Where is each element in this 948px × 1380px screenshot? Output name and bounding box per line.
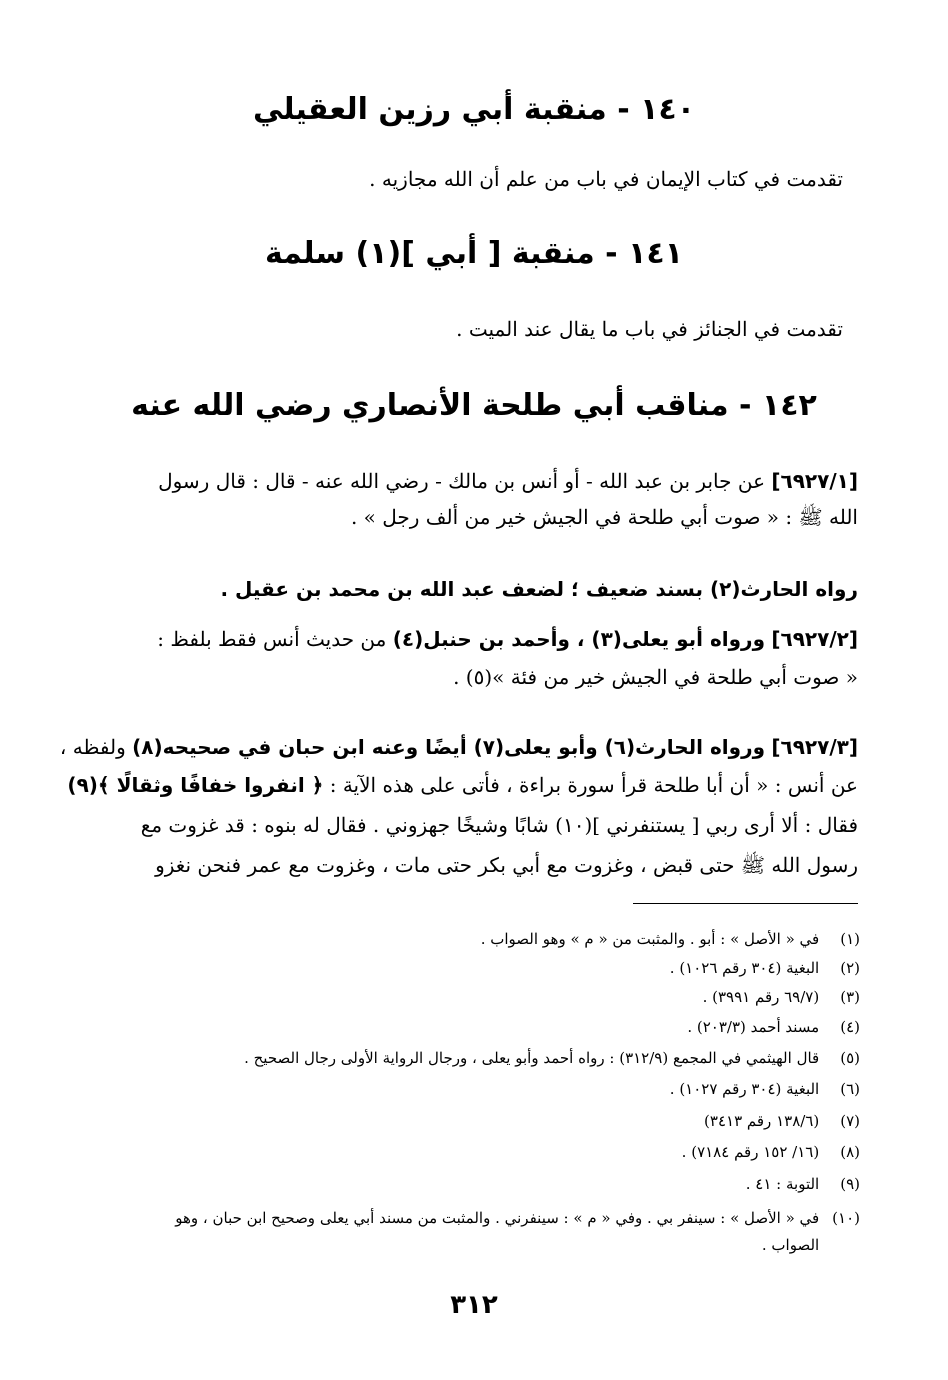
footnote-10 — [80, 1207, 860, 1229]
footnote-number: (٦) — [840, 1080, 860, 1098]
hadith-1-line-1 — [88, 464, 858, 498]
hadith-3-line-4: رسول الله ﷺ حتى قبض ، وغزوت مع أبي بكر حتى مات ، وغزوت مع عمر فنحن نغزو — [155, 853, 858, 877]
footnote-10-continued — [80, 1234, 860, 1256]
footnote-8 — [80, 1141, 860, 1163]
footnote-number: (٢) — [840, 959, 860, 977]
hadith-3-line-1 — [59, 730, 858, 764]
footnote-text: (١٦/ ١٥٢ رقم ٧١٨٤) . — [681, 1143, 820, 1161]
footnote-number: (٧) — [840, 1112, 860, 1130]
footnote-9 — [80, 1173, 860, 1195]
hadith-3-text-2: عن أنس : « أن أبا طلحة قرأ سورة براءة ، فأتى على هذه الآية : — [329, 773, 858, 797]
footnote-6 — [80, 1078, 860, 1100]
footnote-7 — [80, 1110, 860, 1132]
hadith-2-line-2: « صوت أبي طلحة في الجيش خير من فئة »(٥) . — [453, 665, 858, 689]
takhrij-line: رواه الحارث(٢) بسند ضعيف ؛ لضعف عبد الله بن محمد بن عقيل . — [220, 577, 858, 601]
footnote-number: (١) — [840, 930, 860, 948]
hadith-3-ref: [٦٩٢٧/٣] — [771, 735, 858, 759]
footnote-text: في « الأصل » : أبو . والمثبت من « م » وهو الصواب . — [480, 930, 820, 948]
hadith-2-ref: [٦٩٢٧/٢] — [771, 627, 858, 651]
hadith-3-line-3: فقال : ألا أرى ربي [ يستنفرني ](١٠) شابًا وشيخًا جهزوني . فقال له بنوه : قد غزوت مع — [140, 813, 858, 837]
footnote-5 — [80, 1047, 860, 1069]
footnote-text: (٦٩/٧ رقم ٣٩٩١) . — [702, 988, 820, 1006]
footnote-2 — [80, 957, 860, 979]
note-140: تقدمت في كتاب الإيمان في باب من علم أن الله مجازيه . — [369, 167, 843, 191]
hadith-3-plain-text: ولفظه ، — [59, 735, 126, 759]
footnote-number: (٩) — [840, 1175, 860, 1193]
footnote-text: التوبة : ٤١ . — [745, 1175, 820, 1193]
quran-verse: ﴿ انفروا خفافًا وثقالًا ﴾(٩) — [67, 773, 324, 797]
footnote-text: مسند أحمد (٢٠٣/٣) . — [687, 1018, 820, 1036]
footnote-3 — [80, 986, 860, 1008]
footnote-number: (٥) — [840, 1049, 860, 1067]
footnote-text: (١٣٨/٦ رقم ٣٤١٣) — [704, 1112, 820, 1130]
footnote-number: (٣) — [840, 988, 860, 1006]
footnote-number: (١٠) — [832, 1209, 860, 1227]
footnote-divider — [633, 903, 858, 904]
hadith-3-line-2 — [67, 768, 858, 802]
heading-142: ١٤٢ - مناقب أبي طلحة الأنصاري رضي الله عنه — [131, 388, 817, 423]
footnote-number: (٤) — [840, 1018, 860, 1036]
hadith-2-line-1 — [88, 622, 858, 656]
hadith-1-line-2: الله ﷺ : « صوت أبي طلحة في الجيش خير من ألف رجل » . — [350, 505, 858, 529]
footnote-text: قال الهيثمي في المجمع (٣١٢/٩) : رواه أحمد وأبو يعلى ، ورجال الرواية الأولى رجال الصحيح . — [244, 1049, 820, 1067]
footnote-text: الصواب . — [761, 1236, 820, 1254]
footnote-text: البغية (٣٠٤ رقم ١٠٢٦) . — [669, 959, 820, 977]
footnote-4 — [80, 1016, 860, 1038]
page-number: ٣١٢ — [450, 1290, 498, 1320]
heading-141: ١٤١ - منقبة [ أبي ](١) سلمة — [264, 236, 684, 271]
hadith-1-ref: [٦٩٢٧/١] — [771, 469, 858, 493]
hadith-2-bold-text: ورواه أبو يعلى(٣) ، وأحمد بن حنبل(٤) — [392, 627, 766, 651]
footnote-1 — [80, 928, 860, 950]
hadith-1-text-1: عن جابر بن عبد الله - أو أنس بن مالك - رضي الله عنه - قال : قال رسول — [158, 469, 766, 493]
footnote-text: البغية (٣٠٤ رقم ١٠٢٧) . — [669, 1080, 820, 1098]
heading-140: ١٤٠ - منقبة أبي رزين العقيلي — [252, 92, 696, 127]
hadith-2-plain-text: من حديث أنس فقط بلفظ : — [157, 627, 387, 651]
hadith-3-bold-text: ورواه الحارث(٦) وأبو يعلى(٧) أيضًا وعنه ابن حبان في صحيحه(٨) — [132, 735, 766, 759]
footnote-text: في « الأصل » : سينفر بي . وفي « م » : سينفرني . والمثبت من مسند أبي يعلى وصحيح ابن حبان ، وهو — [175, 1209, 820, 1227]
note-141: تقدمت في الجنائز في باب ما يقال عند الميت . — [456, 317, 843, 341]
footnote-number: (٨) — [840, 1143, 860, 1161]
